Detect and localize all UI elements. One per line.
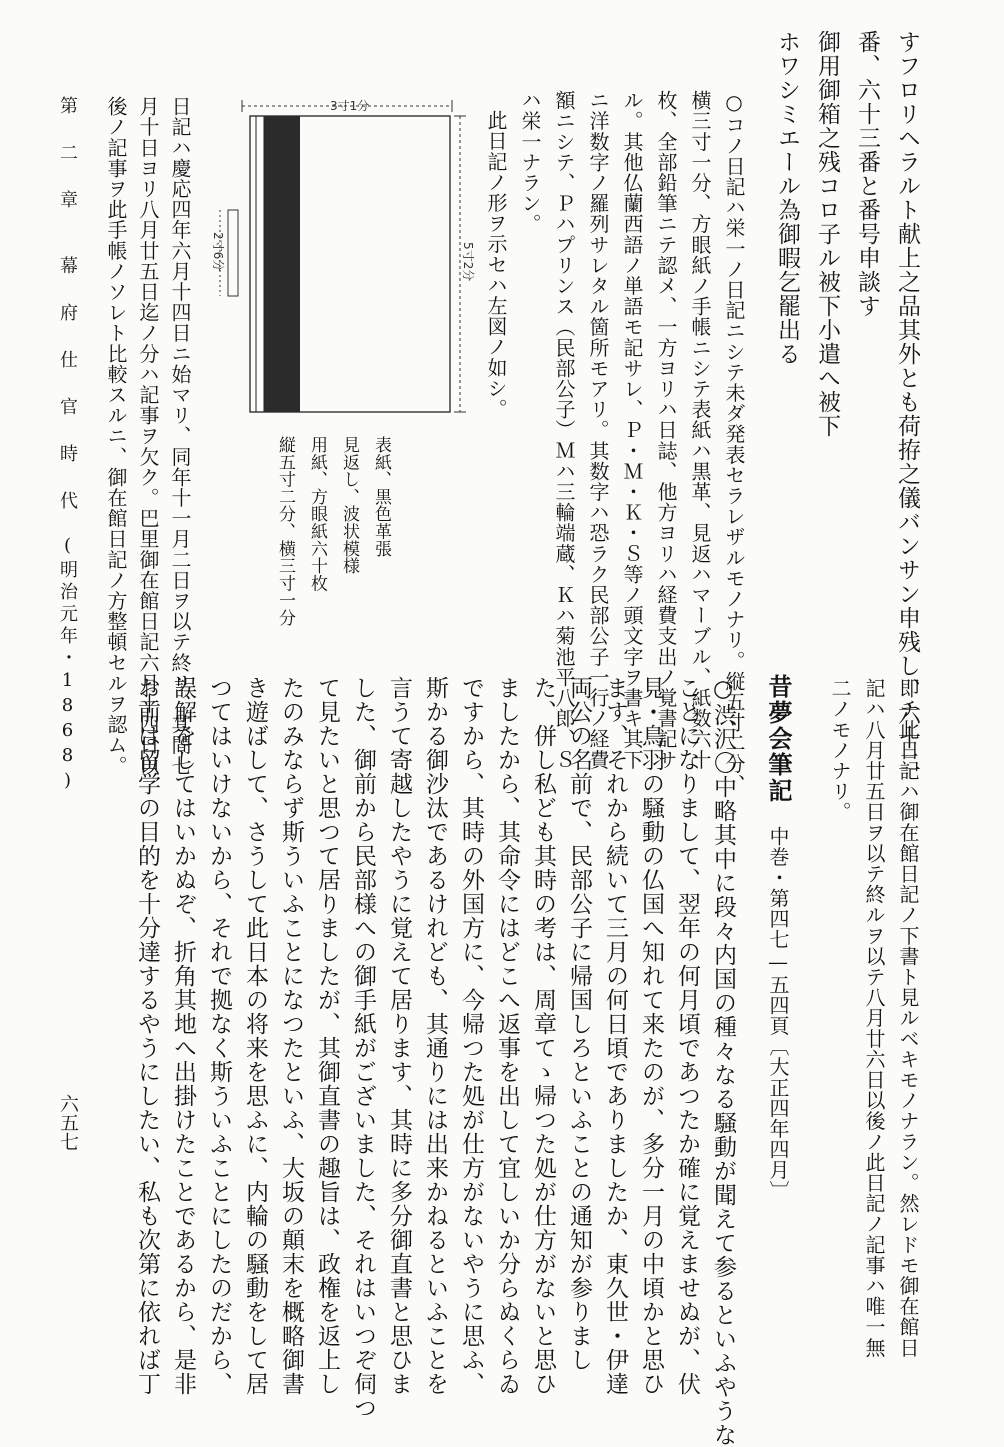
left-note-line-2: 月十日ヨリ八月廿五日迄ノ分ハ記事ヲ欠ク。巴里御在館日記六月十四日以: [136, 96, 160, 776]
note-line-8: 此日記ノ形ヲ示セハ左図ノ如シ。: [484, 110, 508, 419]
note-line-6: 額ニシテ、Ｐハプリンス（民部公子）Ｍハ三輪端蔵、Ｋハ菊池平八郎、Ｓ: [552, 90, 576, 770]
diary-line-1: すフロリヘラルト献上之品其外とも荷拵之儀バンサン申残し、六十二: [894, 30, 920, 774]
body-line-4: ます、それから続いて三月の何日頃でありましたか、東久世・伊達: [602, 676, 628, 1396]
chapter-footer: 第 二 章 幕 府 仕 官 時 代 (明治元年・1868): [57, 96, 78, 795]
diary-line-2: 番、六十三番と番号申談す: [854, 30, 880, 318]
body-line-15: つてはいけないから、それで拠なく斯ういふことにしたのだから、: [206, 676, 232, 1396]
body-line-8: ですから、其時の外国方に、今帰つた処が仕方がないやうに思ふ、: [458, 676, 484, 1396]
note-line-5: ニ洋数字ノ羅列サレタル箇所モアリ。其数字ハ恐ラク民部公子一行ノ経費: [586, 90, 610, 770]
body-line-13: たのみならず斯ういふことになつたといふ、大坂の顛末を概略御書: [278, 676, 304, 1396]
body-line-1: ○渋沢〇中略其中に段々内国の種々なる騒動が聞えて参るといふやうな: [710, 676, 736, 1447]
diary-line-3: 御用御箱之残コロ子ル被下小遣へ被下: [814, 30, 840, 438]
notebook-diagram: [211, 92, 475, 422]
caption-endpaper: 見返し、波状模様: [339, 436, 359, 575]
body-line-10: 言うて寄越したやうに覚えて居ります、其時に多分御直書と思ひま: [386, 676, 412, 1396]
body-line-14: き遊ばして、さうして此日本の将来を思ふに、内輪の騒動をして居: [242, 676, 268, 1396]
body-line-12: て見たいと思つて居りましたが、其御直書の趣旨は、政権を返上し: [314, 676, 340, 1396]
diagram-side-dimension: 5寸2分: [461, 242, 475, 282]
body-line-6: た、併し私ども其時の考は、周章てゝ帰つた処が仕方がないと思ひ: [530, 676, 556, 1396]
body-line-7: ましたから、其命令にはどこへ返事を出して宜しいか分らぬくらゐ: [494, 676, 520, 1396]
page-number: 六五七: [57, 1094, 79, 1151]
diary-line-4: ホワシミエール為御暇乞罷出る: [774, 30, 800, 366]
note-line-4: ル。其他仏蘭西語ノ単語モ記サレ、Ｐ・Ｍ・Ｋ・Ｓ等ノ頭文字ヲ書キ其下: [620, 90, 644, 770]
body-line-2: ことになりまして、翌年の何月頃であつたか確に覚えませぬが、伏: [674, 676, 700, 1396]
lower-note-line-3: 二ノモノナリ。: [828, 678, 852, 823]
body-line-5: 両公の名前で、民部公子に帰国しろといふことの通知が参りまし: [566, 676, 592, 1372]
left-note-line-1: 日記ハ慶応四年六月十四日ニ始マリ、同年十一月二日ヲ以テ終リ、其間七: [168, 96, 192, 776]
section-heading-source: 中巻・第四七—五四頁〔大正四年四月〕: [766, 826, 790, 1201]
note-line-2: 横三寸一分、方眼紙ノ手帳ニシテ表紙ハ黒革、見返ハマーブル、紙数六十: [688, 90, 712, 770]
lower-note-line-1: 即チ此日記ハ御在館日記ノ下書ト見ルベキモノナラン。然レドモ御在館日: [896, 678, 920, 1358]
body-line-16: 誤解をしてはいかぬぞ、折角其地へ出掛けたことであるから、是非: [170, 676, 196, 1396]
caption-size: 縦五寸二分、横三寸一分: [275, 436, 295, 627]
body-line-3: 見・鳥羽の騒動の仏国へ知れて来たのが、多分一月の中頃かと思ひ: [638, 676, 664, 1396]
caption-cover: 表紙、黒色革張: [371, 436, 391, 558]
note-line-1: ○コノ日記ハ栄一ノ日記ニシテ未ダ発表セラレザルモノナリ。縦五寸二分、: [722, 90, 746, 795]
note-line-7: ハ栄一ナラン。: [518, 90, 542, 235]
section-heading: 昔夢会筆記: [764, 674, 793, 804]
body-line-17: お前は留学の目的を十分達するやうにしたい、私も次第に依れば丁: [134, 676, 160, 1396]
caption-paper: 用紙、方眼紙六十枚: [307, 436, 327, 592]
body-line-9: 斯かる御沙汰であるけれども、其通りには出来かねるといふことを: [422, 676, 448, 1396]
diagram-inner-dimension: 2寸6分: [211, 232, 225, 272]
body-line-11: した、御前から民部様への御手紙がございました、それはいつぞ伺つ: [350, 676, 376, 1420]
lower-note-line-2: 記ハ八月廿五日ヲ以テ終ルヲ以テ八月廿六日以後ノ此日記ノ記事ハ唯一無: [862, 678, 886, 1358]
left-note-line-3: 後ノ記事ヲ此手帳ノソレト比較スルニ、御在館日記ノ方整頓セルヲ認ム。: [104, 96, 128, 776]
diagram-top-dimension: 3寸1分: [330, 99, 370, 113]
note-line-3: 枚、全部鉛筆ニテ認メ、一方ヨリハ日誌、他方ヨリハ経費支出ノ覚書記サ: [654, 90, 678, 770]
